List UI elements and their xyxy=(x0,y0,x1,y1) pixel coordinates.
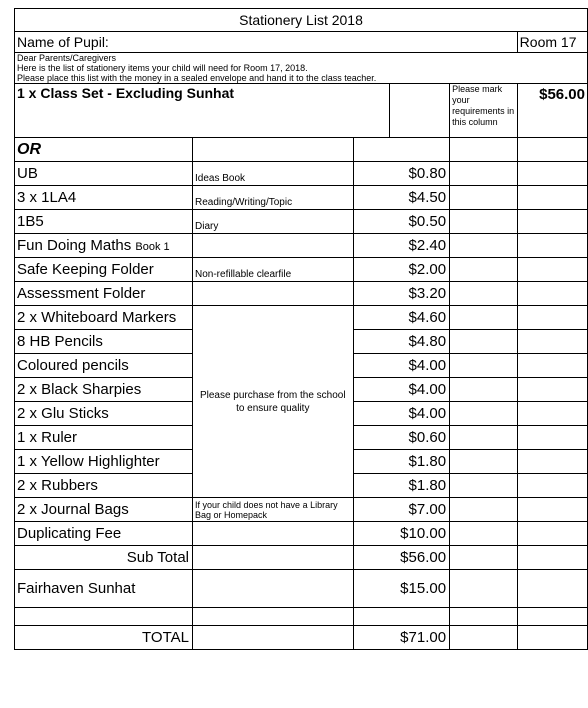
item-name: 2 x Black Sharpies xyxy=(15,378,193,402)
mark-cell[interactable] xyxy=(450,378,518,402)
item-desc: If your child does not have a Library Bag or Homepack xyxy=(193,498,354,522)
class-set-price: $56.00 xyxy=(517,84,587,138)
mark-cell[interactable] xyxy=(450,426,518,450)
item-name: Coloured pencils xyxy=(15,354,193,378)
sheet-title: Stationery List 2018 xyxy=(15,9,588,32)
item-price: $7.00 xyxy=(353,498,450,522)
mark-cell[interactable] xyxy=(450,498,518,522)
mark-column-note: Please mark your requirements in this column xyxy=(450,84,518,138)
item-price: $2.40 xyxy=(353,234,450,258)
pupil-name-label: Name of Pupil: xyxy=(15,32,518,53)
class-set-label: 1 x Class Set - Excluding Sunhat xyxy=(15,84,390,138)
item-desc: Non-refillable clearfile xyxy=(193,258,354,282)
mark-cell[interactable] xyxy=(450,450,518,474)
item-name: 2 x Glu Sticks xyxy=(15,402,193,426)
item-name: 1 x Ruler xyxy=(15,426,193,450)
room-label: Room 17 xyxy=(517,32,587,53)
stationery-table xyxy=(14,8,588,650)
item-name: 2 x Journal Bags xyxy=(15,498,193,522)
item-name: 2 x Rubbers xyxy=(15,474,193,498)
total-value: $71.00 xyxy=(353,626,450,650)
mark-cell[interactable] xyxy=(450,282,518,306)
mark-cell[interactable] xyxy=(450,162,518,186)
item-desc: Ideas Book xyxy=(193,162,354,186)
item-price: $1.80 xyxy=(353,474,450,498)
item-price: $4.60 xyxy=(353,306,450,330)
total-label: TOTAL xyxy=(15,626,193,650)
item-price: $4.00 xyxy=(353,378,450,402)
sunhat-label: Fairhaven Sunhat xyxy=(15,570,193,608)
item-desc: Reading/Writing/Topic xyxy=(193,186,354,210)
item-price: $4.00 xyxy=(353,402,450,426)
item-price: $10.00 xyxy=(353,522,450,546)
subtotal-value: $56.00 xyxy=(353,546,450,570)
item-name: 1B5 xyxy=(15,210,193,234)
item-price: $0.60 xyxy=(353,426,450,450)
item-price: $4.80 xyxy=(353,330,450,354)
item-name: UB xyxy=(15,162,193,186)
item-desc: Diary xyxy=(193,210,354,234)
item-desc xyxy=(193,234,354,258)
mark-cell[interactable] xyxy=(450,234,518,258)
mark-cell[interactable] xyxy=(450,186,518,210)
item-name: 1 x Yellow Highlighter xyxy=(15,450,193,474)
note-line: Here is the list of stationery items your child will need for Room 17, 2018. xyxy=(15,63,588,73)
sunhat-price: $15.00 xyxy=(353,570,450,608)
mark-cell[interactable] xyxy=(450,402,518,426)
mark-cell[interactable] xyxy=(450,330,518,354)
item-desc xyxy=(193,522,354,546)
mark-cell[interactable] xyxy=(450,258,518,282)
item-name: Fun Doing Maths Book 1 xyxy=(15,234,193,258)
item-price: $4.50 xyxy=(353,186,450,210)
item-name: 8 HB Pencils xyxy=(15,330,193,354)
item-desc xyxy=(193,282,354,306)
item-name: 3 x 1LA4 xyxy=(15,186,193,210)
item-price: $0.80 xyxy=(353,162,450,186)
mark-cell[interactable] xyxy=(450,138,518,162)
item-name: Safe Keeping Folder xyxy=(15,258,193,282)
item-name: Assessment Folder xyxy=(15,282,193,306)
mark-cell[interactable] xyxy=(450,570,518,608)
item-price: $1.80 xyxy=(353,450,450,474)
mark-cell[interactable] xyxy=(450,354,518,378)
or-label: OR xyxy=(15,138,193,162)
subtotal-label: Sub Total xyxy=(15,546,193,570)
purchase-note: Please purchase from the school to ensure quality xyxy=(193,306,354,498)
note-line: Dear Parents/Caregivers xyxy=(15,53,588,64)
mark-cell[interactable] xyxy=(450,474,518,498)
note-line: Please place this list with the money in a sealed envelope and hand it to the class teacher. xyxy=(15,73,588,84)
item-price: $4.00 xyxy=(353,354,450,378)
item-name: 2 x Whiteboard Markers xyxy=(15,306,193,330)
mark-cell[interactable] xyxy=(450,522,518,546)
item-price: $0.50 xyxy=(353,210,450,234)
item-price: $2.00 xyxy=(353,258,450,282)
item-price: $3.20 xyxy=(353,282,450,306)
item-name: Duplicating Fee xyxy=(15,522,193,546)
mark-cell[interactable] xyxy=(450,210,518,234)
mark-cell[interactable] xyxy=(450,306,518,330)
